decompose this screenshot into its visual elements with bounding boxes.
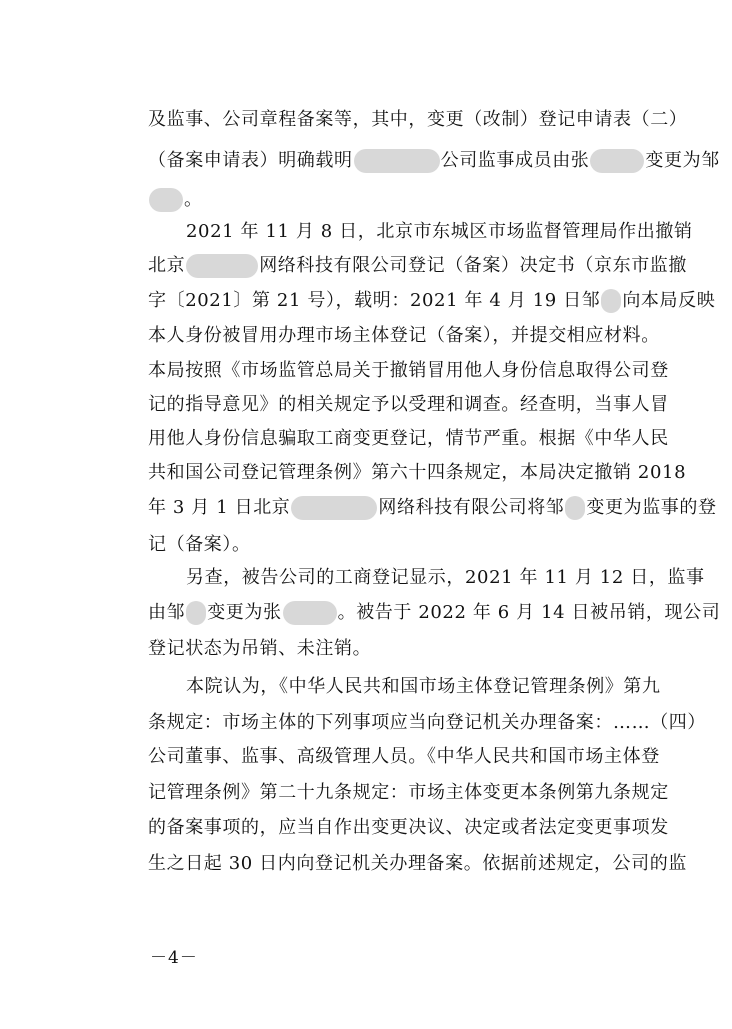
text-line [148,421,704,457]
paragraph-text: 。 [184,189,203,210]
paragraph-text: 记（备案）。 [148,534,251,555]
redaction-mark [565,496,585,520]
page-number: －4－ [150,948,198,968]
redaction-mark [590,149,644,173]
text-line [186,214,704,250]
text-line [148,143,720,179]
paragraph-text: 变更为张 [207,602,282,623]
text-line [148,527,704,563]
paragraph-text: 北京 [148,255,186,276]
paragraph-text: 2021 年 11 月 8 日，北京市东城区市场监督管理局作出撤销 [186,221,693,242]
paragraph-text: 登记状态为吊销、未注销。 [148,638,372,659]
paragraph-text: 字〔2021〕第 21 号），载明：2021 年 4 月 19 日邹 [148,290,601,311]
text-line [148,182,704,218]
text-line [148,846,704,882]
paragraph-text: 本院认为，《中华人民共和国市场主体登记管理条例》第九 [186,676,661,697]
redaction-mark [283,601,337,625]
paragraph-text: （备案申请表）明确载明 [148,150,353,171]
text-line [148,248,704,284]
redaction-mark [291,496,377,520]
text-line [148,102,704,138]
paragraph-text: 。被告于 2022 年 6 月 14 日被吊销，现公司 [337,602,721,623]
redaction-mark [601,289,621,313]
text-line [148,705,704,741]
text-line [148,810,704,846]
paragraph-text: 用他人身份信息骗取工商变更登记，情节严重。根据《中华人民 [148,428,669,449]
paragraph-text: 本局按照《市场监管总局关于撤销冒用他人身份信息取得公司登 [148,360,669,381]
paragraph-text: 的备案事项的，应当自作出变更决议、决定或者法定变更事项发 [148,817,669,838]
text-line [148,387,704,423]
paragraph-text: 另查，被告公司的工商登记显示，2021 年 11 月 12 日，监事 [186,567,705,588]
paragraph-text: 网络科技有限公司将邹 [378,497,565,518]
paragraph-text: 条规定：市场主体的下列事项应当向登记机关办理备案：……（四） [148,712,706,733]
paragraph-text: 本人身份被冒用办理市场主体登记（备案），并提交相应材料。 [148,325,660,346]
text-line [186,669,704,705]
paragraph-text: 公司监事成员由张 [440,150,590,171]
text-line [148,775,704,811]
paragraph-text: 共和国公司登记管理条例》第六十四条规定，本局决定撤销 2018 [148,462,687,483]
text-line [148,318,704,354]
text-line [148,739,704,775]
paragraph-text: 记的指导意见》的相关规定予以受理和调查。经查明，当事人冒 [148,394,669,415]
paragraph-text: 公司董事、监事、高级管理人员。《中华人民共和国市场主体登 [148,746,660,767]
paragraph-text: 由邹 [148,602,186,623]
paragraph-text: 记管理条例》第二十九条规定：市场主体变更本条例第九条规定 [148,782,669,803]
redaction-mark [354,149,440,173]
paragraph-text: 年 3 月 1 日北京 [148,497,291,518]
paragraph-text: 及监事、公司章程备案等，其中，变更（改制）登记申请表（二） [148,109,688,130]
text-line [148,283,716,319]
text-line [148,455,704,491]
paragraph-text: 变更为监事的登 [586,497,717,518]
text-line [148,353,704,389]
text-line [148,595,721,631]
redaction-mark [186,254,258,278]
paragraph-text: 变更为邹 [645,150,720,171]
redaction-mark [186,601,206,625]
paragraph-text: 向本局反映 [622,290,716,311]
paragraph-text: 网络科技有限公司登记（备案）决定书（京东市监撤 [259,255,688,276]
text-line [186,560,704,596]
paragraph-text: 生之日起 30 日内向登记机关办理备案。依据前述规定，公司的监 [148,853,687,874]
text-line [148,490,717,526]
text-line [148,631,704,667]
redaction-mark [149,188,183,212]
